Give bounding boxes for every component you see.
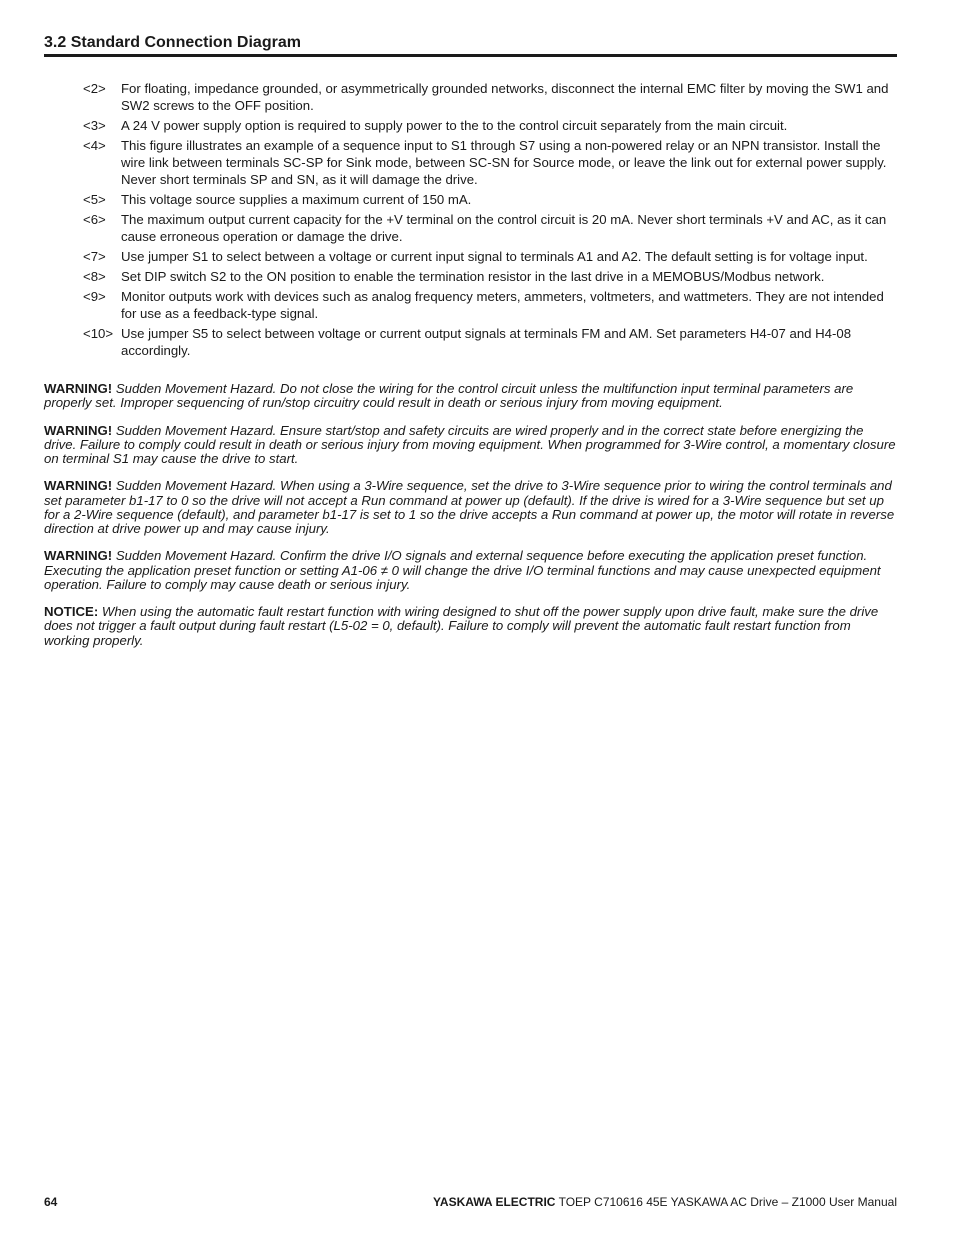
footer-brand: YASKAWA ELECTRIC bbox=[433, 1195, 556, 1209]
note-number: <9> bbox=[83, 289, 106, 304]
note-number: <7> bbox=[83, 249, 106, 264]
note-text: Use jumper S1 to select between a voltage or current input signal to terminals A1 and A2. The default setting is for voltage input. bbox=[121, 249, 868, 264]
notice-text: When using the automatic fault restart function with wiring designed to shut off the power supply upon drive fault, make sure the drive does not trigger a fault output during fault restart (L5-02 = 0, default). Failure to comply will prevent the automatic fault restart function from working properly. bbox=[44, 604, 879, 648]
note-item bbox=[83, 288, 897, 322]
note-number: <5> bbox=[83, 192, 106, 207]
warning-label: WARNING! bbox=[44, 422, 113, 438]
note-number: <2> bbox=[83, 81, 106, 96]
warning-label: WARNING! bbox=[44, 478, 113, 494]
page-number: 64 bbox=[44, 1195, 58, 1209]
note-item bbox=[83, 268, 897, 285]
section-title: 3.2 Standard Connection Diagram bbox=[44, 34, 301, 51]
note-item bbox=[83, 325, 897, 359]
notice-paragraph bbox=[44, 605, 897, 648]
warning-paragraph bbox=[44, 382, 897, 410]
note-item bbox=[83, 191, 897, 208]
note-item bbox=[83, 80, 897, 114]
warnings-section bbox=[44, 382, 897, 660]
note-number: <4> bbox=[83, 138, 106, 153]
warning-text: Sudden Movement Hazard. Do not close the wiring for the control circuit unless the multifunction input terminal parameters are properly set. Improper sequencing of run/stop circuitry could result in death or serious injury from moving equipment. bbox=[44, 381, 854, 411]
warning-paragraph bbox=[44, 424, 897, 467]
note-text: This figure illustrates an example of a sequence input to S1 through S7 using a non-powered relay or an NPN transistor. Install the wire link between terminals SC-SP for Sink mode, between SC-SN for Source mode, or leave the link out for external power supply. Never short terminals SP and SN, as it will damage the drive. bbox=[121, 138, 887, 187]
note-text: A 24 V power supply option is required to supply power to the to the control circuit separately from the main circuit. bbox=[121, 118, 788, 133]
note-number: <6> bbox=[83, 212, 106, 227]
note-text: Use jumper S5 to select between voltage or current output signals at terminals FM and AM. Set parameters H4-07 and H4-08 accordingly. bbox=[121, 326, 852, 358]
warning-paragraph bbox=[44, 549, 897, 592]
warning-label: WARNING! bbox=[44, 381, 113, 396]
note-item bbox=[83, 211, 897, 245]
footer-manual-info bbox=[433, 1195, 897, 1209]
note-number: <10> bbox=[83, 326, 114, 341]
footer-manual-title: TOEP C710616 45E YASKAWA AC Drive – Z1000 User Manual bbox=[558, 1195, 897, 1209]
note-item bbox=[83, 117, 897, 134]
warning-paragraph bbox=[44, 479, 897, 536]
note-number: <8> bbox=[83, 269, 106, 284]
note-text: This voltage source supplies a maximum current of 150 mA. bbox=[121, 192, 472, 207]
note-text: Monitor outputs work with devices such as analog frequency meters, ammeters, voltmeters, and wattmeters. They are not intended for use as a feedback-type signal. bbox=[121, 289, 884, 321]
title-rule bbox=[44, 54, 897, 57]
note-number: <3> bbox=[83, 118, 106, 133]
note-text: For floating, impedance grounded, or asymmetrically grounded networks, disconnect the internal EMC filter by moving the SW1 and SW2 screws to the OFF position. bbox=[121, 81, 889, 113]
warning-text: Sudden Movement Hazard. When using a 3-Wire sequence, set the drive to 3-Wire sequence prior to wiring the control terminals and set parameter b1-17 to 0 so the drive will not accept a Run command at power up (default). If the drive is wired for a 3-Wire sequence but set up for a 2-Wire sequence (default), and parameter b1-17 is set to 1 so the drive accepts a Run command at power up, the motor will rotate in reverse direction at drive power up and may cause injury. bbox=[44, 478, 895, 536]
warning-text: Sudden Movement Hazard. Ensure start/stop and safety circuits are wired properly and in the correct state before energizing the drive. Failure to comply could result in death or serious injury from moving equipment. When programmed for 3-Wire control, a momentary closure on terminal S1 may cause the drive to start. bbox=[44, 422, 896, 466]
warning-text: Sudden Movement Hazard. Confirm the drive I/O signals and external sequence before executing the application preset function. Executing the application preset function or setting A1-06 ≠ 0 will change the drive I/O terminal functions and may cause unexpected equipment operation. Failure to comply may cause death or serious injury. bbox=[44, 548, 881, 592]
note-item bbox=[83, 248, 897, 265]
notice-label: NOTICE: bbox=[44, 604, 99, 620]
notes-list bbox=[83, 80, 897, 362]
warning-label: WARNING! bbox=[44, 548, 113, 564]
note-item bbox=[83, 137, 897, 188]
note-text: The maximum output current capacity for the +V terminal on the control circuit is 20 mA. Never short terminals +V and AC, as it can cause erroneous operation or damage the drive. bbox=[121, 212, 887, 244]
note-text: Set DIP switch S2 to the ON position to enable the termination resistor in the last drive in a MEMOBUS/Modbus network. bbox=[121, 269, 825, 284]
